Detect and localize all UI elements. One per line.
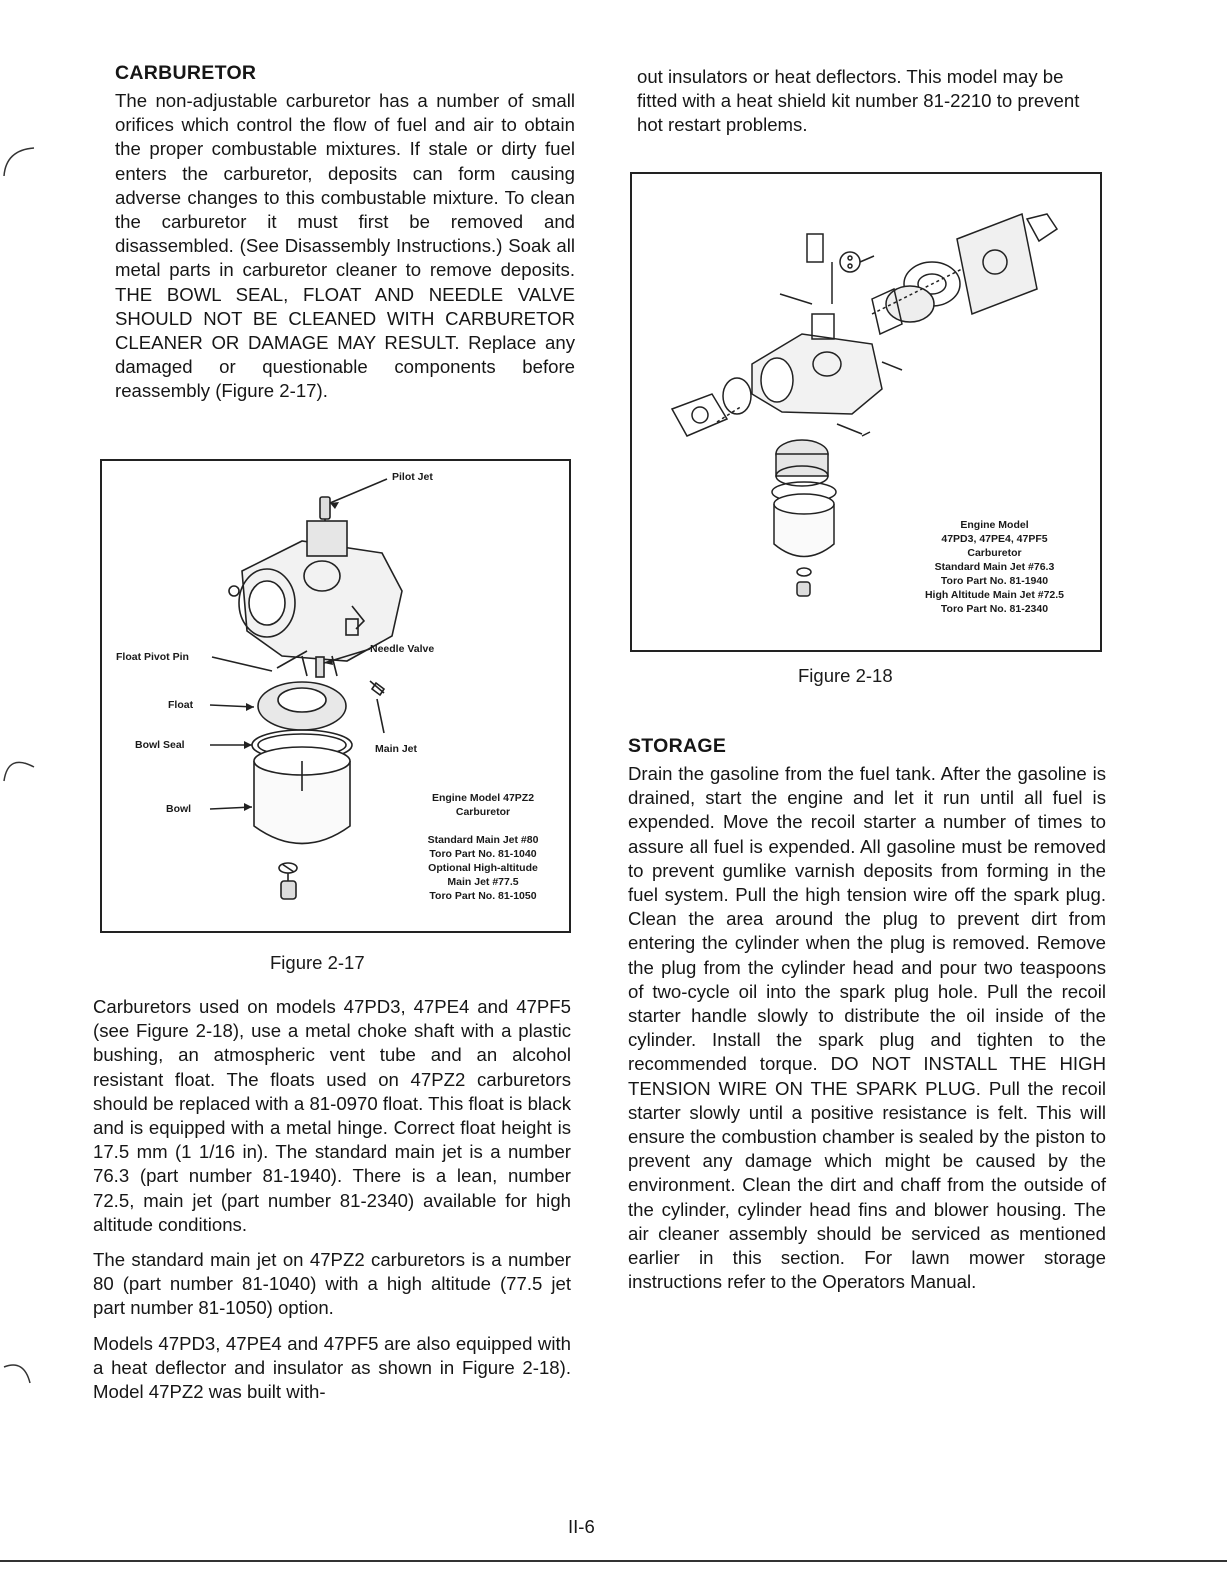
spec-high-altitude-part: Toro Part No. 81-1050	[429, 890, 537, 902]
spec-engine-model: Engine Model	[960, 519, 1029, 531]
bowl-label: Bowl	[166, 803, 192, 815]
float-pivot-pin-label: Float Pivot Pin	[116, 651, 189, 663]
figure-2-17-caption: Figure 2-17	[270, 952, 365, 973]
carburetor-models-paragraph: Carburetors used on models 47PD3, 47PE4 and 47PF5 (see Figure 2-18), use a metal choke shaft with a plastic bushing, an atmospheric vent tube and an alcohol resistant float. The floats used on 47PZ2 carburetors should be replaced with a 81-0970 float. This float is black and is equipped with a metal hinge. Correct float height is 17.5 mm (1 1/16 in). The standard main jet is a number 76.3 (part number 81-1940). There is a lean, number 72.5, main jet (part number 81-2340) available for high altitude conditions.	[93, 996, 571, 1235]
spec-standard-main-jet: Standard Main Jet #76.3	[934, 561, 1055, 573]
spec-standard-main-jet: Standard Main Jet #80	[427, 834, 539, 846]
needle-valve-label: Needle Valve	[370, 643, 435, 655]
spec-high-altitude-part: Toro Part No. 81-2340	[940, 603, 1049, 615]
storage-paragraph: Drain the gasoline from the fuel tank. After the gasoline is drained, start the engine and let it run until all fuel is expended. Move the recoil starter a number of times to assure all fuel is expended. All gasoline must be removed to prevent gumlike varnish deposits from forming in the fuel system. Pull the high tension wire off the spark plug. Clean the area around the plug to prevent dirt from entering the cylinder when the plug is removed. Remove the plug from the cylinder head and pour two teaspoons of two-cycle oil into the spark plug hole. Pull the recoil starter handle slowly to distribute the oil inside of the cylinder. Install the spark plug and tighten to the recommended torque. DO NOT INSTALL THE HIGH TENSION WIRE ON THE SPARK PLUG. Pull the recoil starter slowly until a positive resistance is felt. This will ensure the combustion chamber is sealed by the piston to prevent any damage which might be caused by the environment. Clean the dirt and chaff from the outside of the cylinder, cylinder head fins and blower housing. The air cleaner assembly should be serviced as mentioned earlier in this section. For lawn mower storage instructions refer to the Operators Manual.	[628, 763, 1106, 1293]
heat-shield-paragraph: out insulators or heat deflectors. This model may be fitted with a heat shield kit number 81-2210 to prevent hot restart problems.	[637, 66, 1080, 136]
figure-2-17-box	[100, 459, 571, 933]
spec-high-altitude-jet: High Altitude Main Jet #72.5	[924, 589, 1065, 601]
left-column	[115, 62, 575, 404]
binding-hole-mark-bottom	[0, 1355, 40, 1395]
figure-2-18-box	[630, 172, 1102, 652]
spec-carburetor: Carburetor	[455, 806, 511, 818]
figure-2-18-caption: Figure 2-18	[798, 665, 893, 686]
storage-section	[628, 735, 1106, 1294]
figure-2-18-spec	[887, 518, 1102, 616]
figure-2-17-spec	[398, 791, 568, 903]
spec-carburetor: Carburetor	[967, 547, 1022, 559]
heat-deflector-paragraph: Models 47PD3, 47PE4 and 47PF5 are also equipped with a heat deflector and insulator as shown in Figure 2-18). Model 47PZ2 was built with-	[93, 1332, 571, 1403]
storage-heading: STORAGE	[628, 735, 727, 757]
left-lower-text	[93, 995, 571, 1404]
page-number: II-6	[568, 1516, 595, 1537]
float-label: Float	[168, 699, 194, 711]
main-jet-label: Main Jet	[375, 743, 418, 755]
spec-engine-model: Engine Model 47PZ2	[431, 792, 535, 804]
bottom-rule	[0, 1560, 1227, 1562]
binding-hole-mark-top	[0, 140, 40, 180]
spec-high-altitude-jet: Main Jet #77.5	[447, 876, 519, 888]
spec-standard-part: Toro Part No. 81-1940	[940, 575, 1049, 587]
spec-standard-part: Toro Part No. 81-1040	[429, 848, 537, 860]
bowl-seal-label: Bowl Seal	[135, 739, 185, 751]
spec-engine-numbers: 47PD3, 47PE4, 47PF5	[941, 533, 1048, 545]
main-jet-paragraph: The standard main jet on 47PZ2 carburetors is a number 80 (part number 81-1040) with a high altitude (77.5 jet part number 81-1050) option.	[93, 1249, 571, 1319]
right-intro	[637, 65, 1105, 138]
pilot-jet-label: Pilot Jet	[392, 471, 433, 483]
spec-optional-high-altitude: Optional High-altitude	[428, 862, 538, 874]
carburetor-heading: CARBURETOR	[115, 62, 257, 84]
carburetor-paragraph: The non-adjustable carburetor has a number of small orifices which control the flow of fuel and air to obtain the proper combustable mixtures. If stale or dirty fuel enters the carburetor, deposits can form causing adverse changes to this combustable mixture. To clean the carburetor it must first be removed and disassembled. (See Disassembly Instructions.) Soak all metal parts in carburetor cleaner to remove deposits. THE BOWL SEAL, FLOAT AND NEEDLE VALVE SHOULD NOT BE CLEANED WITH CARBURETOR CLEANER OR DAMAGE MAY RESULT. Replace any damaged or questionable components before reassembly (Figure 2-17).	[115, 90, 575, 402]
binding-hole-mark-middle	[0, 745, 40, 785]
